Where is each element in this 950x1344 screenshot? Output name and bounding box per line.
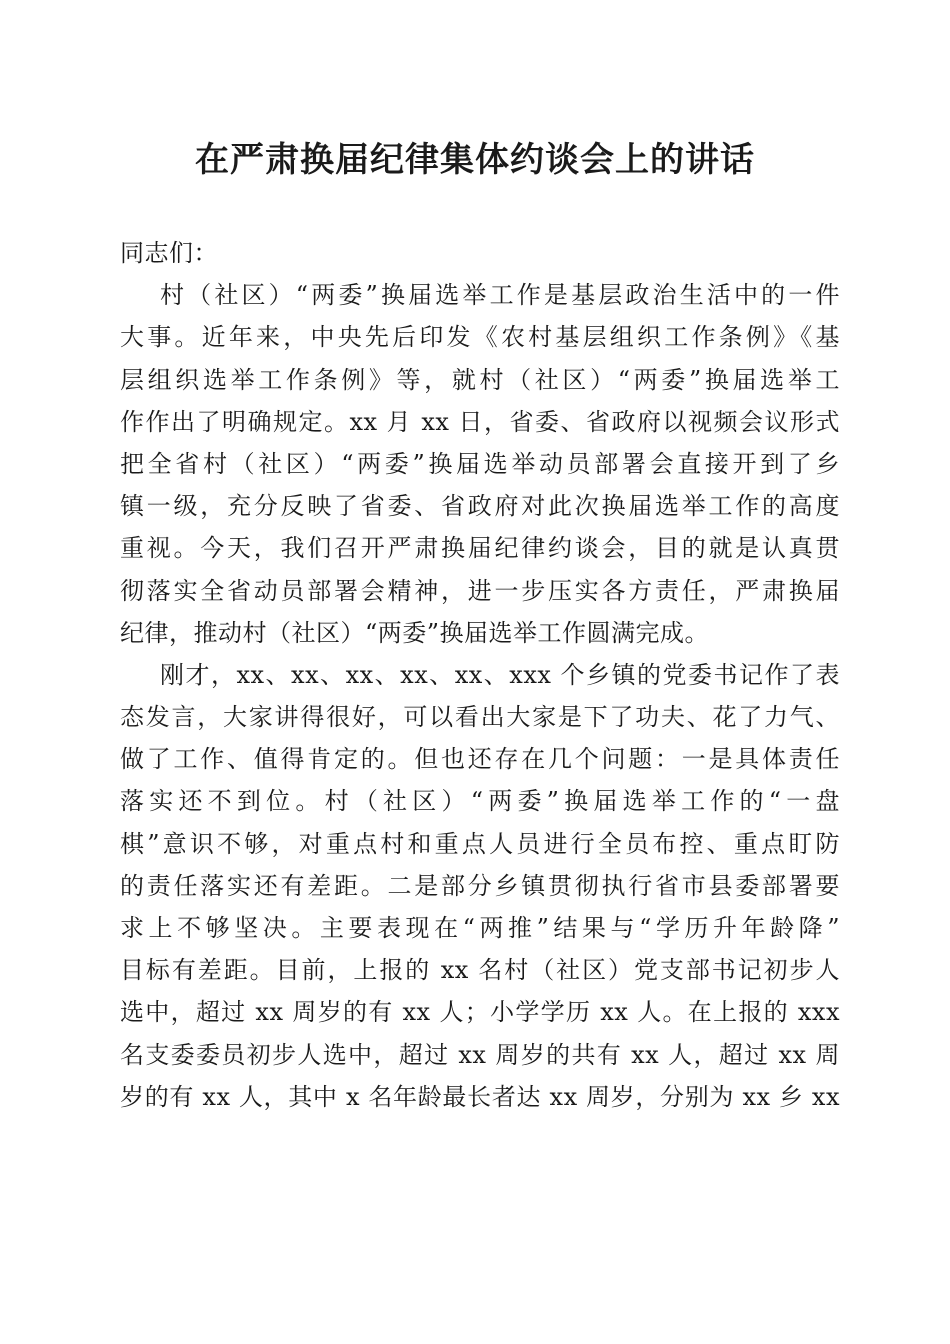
salutation: 同志们：	[120, 239, 218, 267]
paragraph-line: 层组织选举工作条例》等，就村（社区）“两委”换届选举工	[120, 365, 840, 394]
paragraph-line: 把全省村（社区）“两委”换届选举动员部署会直接开到了乡	[120, 449, 840, 478]
paragraph-line: 落实还不到位。村（社区）“两委”换届选举工作的“一盘	[120, 787, 840, 816]
paragraph-2	[120, 654, 840, 1118]
paragraph-line: 的责任落实还有差距。二是部分乡镇贯彻执行省市县委部署要	[120, 871, 840, 900]
paragraph-line: 刚才，xx、xx、xx、xx、xx、xxx 个乡镇的党委书记作了表	[160, 660, 840, 689]
paragraph-line: 态发言，大家讲得很好，可以看出大家是下了功夫、花了力气、	[120, 703, 840, 732]
paragraph-line: 名支委委员初步人选中，超过 xx 周岁的共有 xx 人，超过 xx 周	[120, 1040, 840, 1069]
paragraph-line: 选中，超过 xx 周岁的有 xx 人；小学学历 xx 人。在上报的 xxx	[120, 998, 840, 1027]
document-body	[120, 232, 840, 1118]
paragraph-line: 彻落实全省动员部署会精神，进一步压实各方责任，严肃换届	[120, 576, 840, 605]
paragraph-line: 岁的有 xx 人，其中 x 名年龄最长者达 xx 周岁，分别为 xx 乡 xx	[120, 1082, 840, 1111]
paragraph-line: 棋”意识不够，对重点村和重点人员进行全员布控、重点盯防	[120, 829, 840, 858]
paragraph-line: 大事。近年来，中央先后印发《农村基层组织工作条例》《基	[120, 323, 840, 352]
paragraph-line: 重视。今天，我们召开严肃换届纪律约谈会，目的就是认真贯	[120, 534, 840, 563]
document-title: 在严肃换届纪律集体约谈会上的讲话	[195, 140, 755, 180]
paragraph-line: 村（社区）“两委”换届选举工作是基层政治生活中的一件	[160, 281, 840, 310]
paragraph-line: 求上不够坚决。主要表现在“两推”结果与“学历升年龄降”	[120, 914, 840, 942]
paragraph-line: 纪律，推动村（社区）“两委”换届选举工作圆满完成。	[120, 618, 710, 647]
paragraph-line: 目标有差距。目前，上报的 xx 名村（社区）党支部书记初步人	[120, 956, 840, 985]
paragraph-line: 作作出了明确规定。xx 月 xx 日，省委、省政府以视频会议形式	[120, 407, 840, 436]
paragraph-1	[120, 274, 840, 654]
paragraph-line: 镇一级，充分反映了省委、省政府对此次换届选举工作的高度	[120, 492, 840, 521]
paragraph-line: 做了工作、值得肯定的。但也还存在几个问题：一是具体责任	[120, 745, 840, 774]
